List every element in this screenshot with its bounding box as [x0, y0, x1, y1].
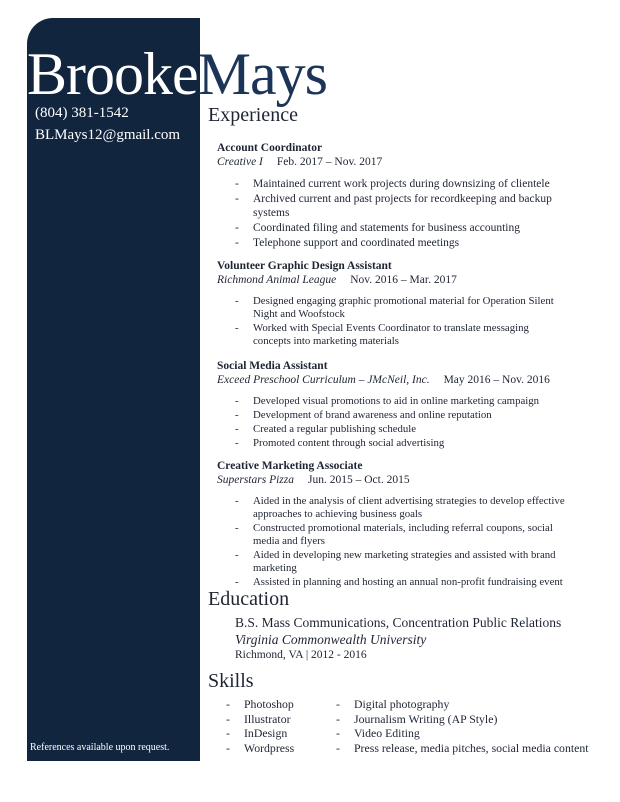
skill-item: - Journalism Writing (AP Style) — [334, 712, 589, 727]
job-bullets — [217, 495, 592, 589]
skill-item: - Digital photography — [334, 697, 589, 712]
job-entry — [217, 459, 597, 590]
job-bullets — [217, 395, 597, 450]
bullet-item: - Aided in the analysis of client advertising strategies to develop effective approaches to achieving business goals — [217, 495, 592, 521]
job-meta — [217, 473, 597, 487]
education-entry — [235, 614, 561, 662]
bullet-item: - Telephone support and coordinated meetings — [217, 236, 597, 250]
bullet-item: - Maintained current work projects during downsizing of clientele — [217, 177, 597, 191]
job-title: Creative Marketing Associate — [217, 460, 363, 472]
section-title-skills: Skills — [208, 670, 254, 692]
job-dates: Feb. 2017 – Nov. 2017 — [276, 156, 383, 168]
bullet-item: - Assisted in planning and hosting an annual non-profit fundraising event — [217, 576, 592, 589]
phone-number: (804) 381-1542 — [35, 105, 129, 121]
job-entry — [217, 359, 597, 451]
skill-item: - Video Editing — [334, 726, 589, 741]
job-dates: May 2016 – Nov. 2016 — [443, 374, 550, 386]
job-dates: Jun. 2015 – Oct. 2015 — [308, 474, 410, 486]
job-bullets — [217, 295, 557, 348]
skill-item: - Wordpress — [224, 741, 294, 756]
job-title: Volunteer Graphic Design Assistant — [217, 260, 392, 272]
job-org: Creative I — [217, 156, 263, 168]
job-org: Superstars Pizza — [217, 474, 294, 486]
last-name: Mays — [197, 41, 327, 107]
references-note: References available upon request. — [30, 742, 170, 753]
education-degree: B.S. Mass Communications, Concentration Public Relations — [235, 615, 562, 630]
job-meta — [217, 155, 597, 169]
job-org: Richmond Animal League — [217, 274, 337, 286]
skills-list-left — [224, 697, 294, 755]
bullet-item: - Designed engaging graphic promotional material for Operation Silent Night and Woofstock — [217, 295, 557, 321]
job-title: Social Media Assistant — [217, 360, 328, 372]
job-entry — [217, 259, 597, 349]
bullet-item: - Constructed promotional materials, including referral coupons, social media and flyers — [217, 522, 573, 548]
job-org: Exceed Preschool Curriculum – JMcNeil, Inc. — [217, 374, 430, 386]
skill-item: - Press release, media pitches, social media content — [334, 741, 589, 756]
education-location-years: Richmond, VA | 2012 - 2016 — [235, 649, 367, 661]
section-title-experience: Experience — [208, 104, 298, 126]
bullet-item: - Developed visual promotions to aid in online marketing campaign — [217, 395, 597, 408]
job-meta — [217, 373, 597, 387]
bullet-item: - Development of brand awareness and online reputation — [217, 409, 597, 422]
bullet-item: - Promoted content through social advertising — [217, 437, 597, 450]
bullet-item: - Coordinated filing and statements for business accounting — [217, 221, 597, 235]
bullet-item: - Created a regular publishing schedule — [217, 423, 597, 436]
skills-list-right — [334, 697, 589, 755]
candidate-name — [27, 36, 327, 112]
first-name: Brooke — [27, 41, 198, 107]
skill-item: - InDesign — [224, 726, 294, 741]
bullet-item: - Archived current and past projects for recordkeeping and backup systems — [217, 192, 563, 220]
job-meta — [217, 273, 597, 287]
job-title: Account Coordinator — [217, 142, 323, 154]
job-entry — [217, 141, 597, 251]
job-bullets — [217, 177, 597, 250]
section-title-education: Education — [208, 588, 290, 610]
skill-item: - Photoshop — [224, 697, 294, 712]
job-dates: Nov. 2016 – Mar. 2017 — [350, 274, 457, 286]
skill-item: - Illustrator — [224, 712, 294, 727]
bullet-item: - Worked with Special Events Coordinator to translate messaging concepts into marketing materials — [217, 322, 557, 348]
email-address: BLMays12@gmail.com — [35, 127, 181, 143]
education-school: Virginia Commonwealth University — [235, 632, 427, 647]
bullet-item: - Aided in developing new marketing strategies and assisted with brand marketing — [217, 549, 573, 575]
